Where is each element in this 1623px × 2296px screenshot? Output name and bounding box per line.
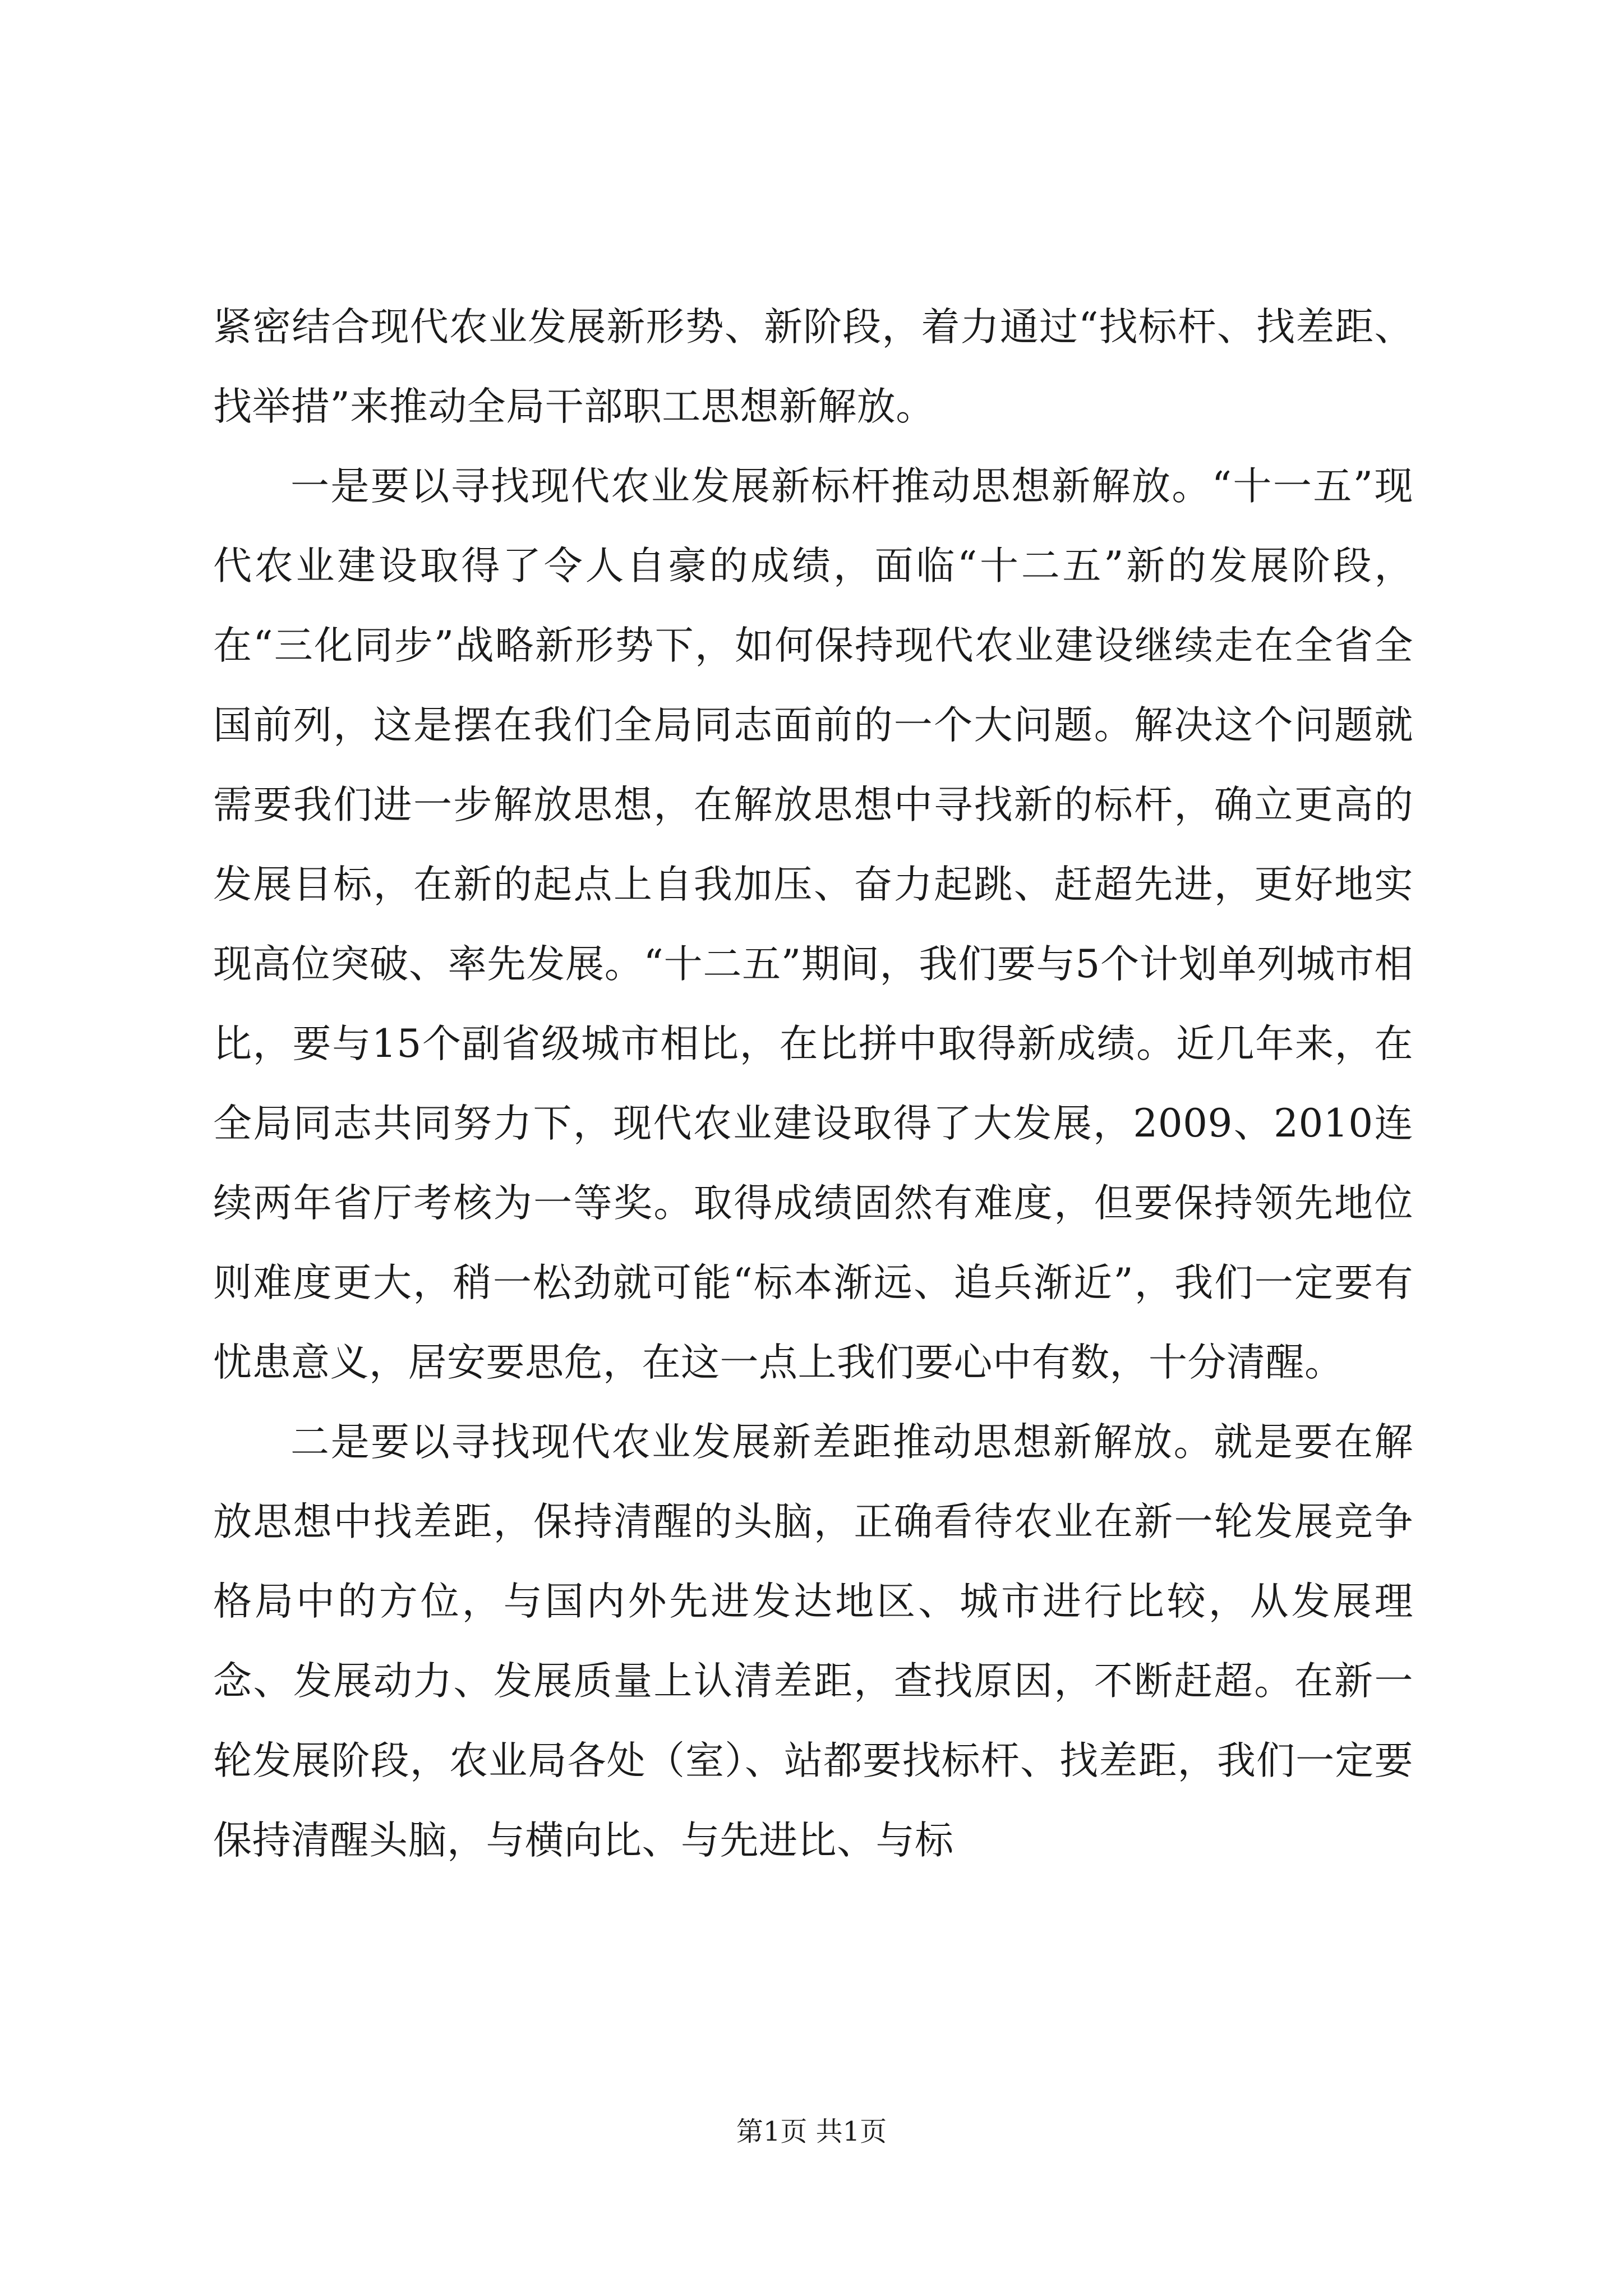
paragraph-new-gap: 二是要以寻找现代农业发展新差距推动思想新解放。就是要在解放思想中找差距，保持清醒的头脑，正确看待农业在新一轮发展竞争格局中的方位，与国内外先进发达地区、城市进行比较，从发展理念、发展动力、发展质量上认清差距，查找原因，不断赶超。在新一轮发展阶段，农业局各处（室）、站都要找标杆、找差距，我们一定要保持清醒头脑，与横向比、与先进比、与标: [213, 1420, 1413, 1863]
page-footer: 第1页 共1页: [736, 2116, 887, 2147]
document-body: [213, 287, 1413, 1880]
paragraph-new-benchmark: 一是要以寻找现代农业发展新标杆推动思想新解放。“十一五”现代农业建设取得了令人自豪的成绩，面临“十二五”新的发展阶段，在“三化同步”战略新形势下，如何保持现代农业建设继续走在全省全国前列，这是摆在我们全局同志面前的一个大问题。解决这个问题就需要我们进一步解放思想，在解放思想中寻找新的标杆，确立更高的发展目标，在新的起点上自我加压、奋力起跳、赶超先进，更好地实现高位突破、率先发展。“十二五”期间，我们要与5个计划单列城市相比，要与15个副省级城市相比，在比拼中取得新成绩。近几年来，在全局同志共同努力下，现代农业建设取得了大发展，2009、2010连续两年省厅考核为一等奖。取得成绩固然有难度，但要保持领先地位则难度更大，稍一松劲就可能“标本渐远、追兵渐近”，我们一定要有忧患意义，居安要思危，在这一点上我们要心中有数，十分清醒。: [213, 464, 1413, 1385]
paragraph-continuation: 紧密结合现代农业发展新形势、新阶段，着力通过“找标杆、找差距、找举措”来推动全局干部职工思想新解放。: [213, 305, 1413, 429]
